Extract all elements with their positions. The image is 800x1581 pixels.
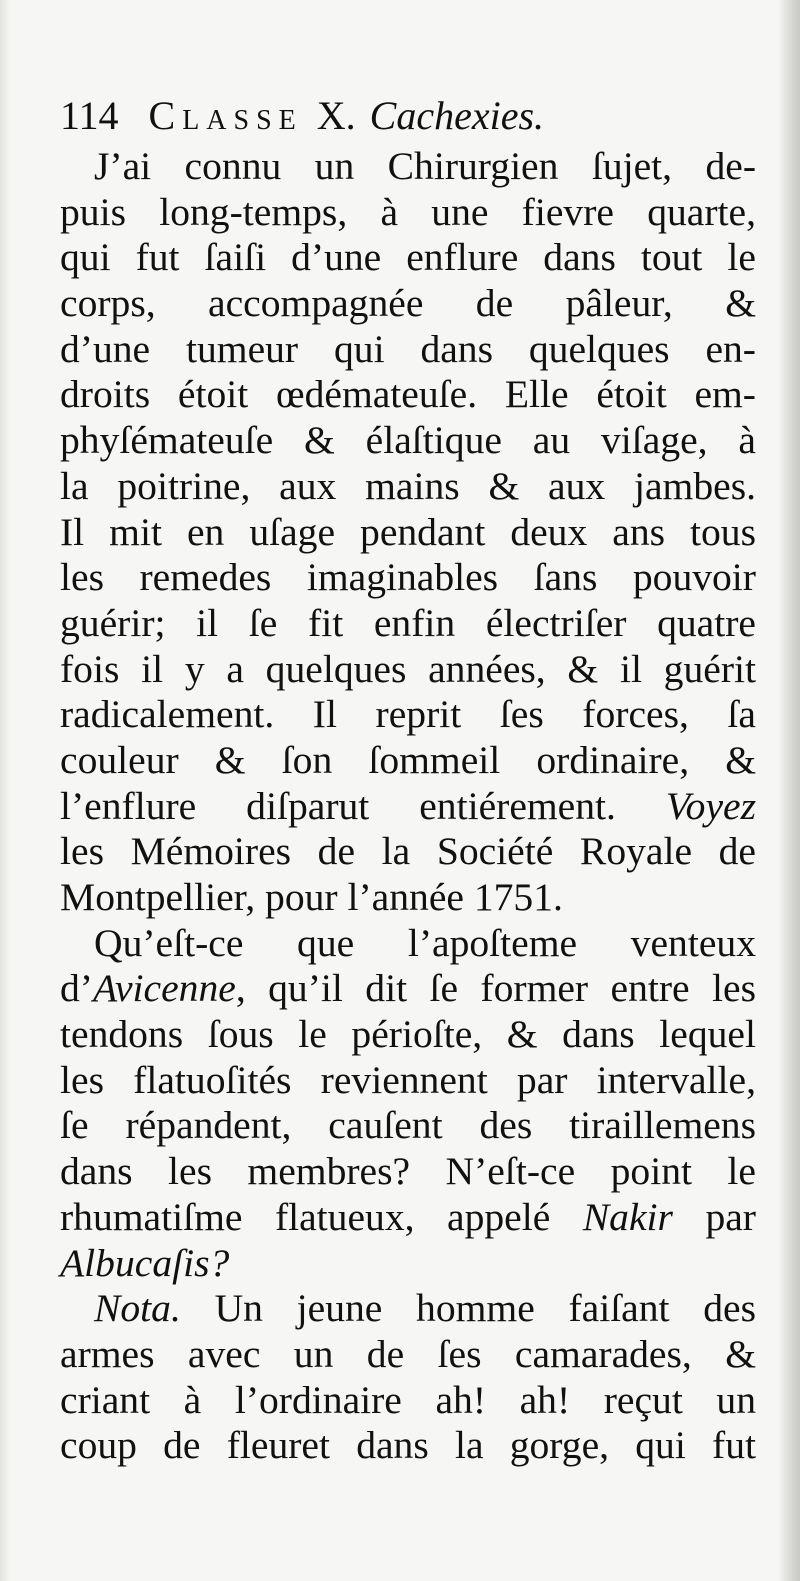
header-running-title: Cachexies. xyxy=(369,93,545,138)
text-line: couleur & ſon ſommeil ordinaire, & xyxy=(60,737,756,782)
text-run: par xyxy=(705,1194,756,1239)
text-line: guérir; il ſe fit enfin électriſer quatre xyxy=(60,600,756,645)
text-run-italic: Voyez xyxy=(665,783,756,828)
text-run: , qu’il dit ſe former entre les xyxy=(235,966,756,1011)
text-run-italic: Nakir xyxy=(582,1194,673,1239)
text-line: coup de fleuret dans la gorge, qui fut xyxy=(60,1423,756,1468)
text-line: phyſémateuſe & élaſtique au viſage, à xyxy=(60,418,756,463)
text-line xyxy=(60,784,756,830)
text-line: les flatuoſités reviennent par intervalle, xyxy=(60,1057,756,1102)
text-line: droits étoit œdémateuſe. Elle étoit em- xyxy=(60,372,756,417)
text-line: la poitrine, aux mains & aux jambes. xyxy=(60,463,756,508)
text-run-italic: Avicenne xyxy=(92,966,236,1011)
text-line xyxy=(60,1195,756,1241)
text-line: Il mit en uſage pendant deux ans tous xyxy=(60,509,756,554)
text-line: Montpellier, pour l’année 1751. xyxy=(60,875,563,919)
paragraph-2 xyxy=(60,921,756,1287)
text-run-italic: Nota. xyxy=(94,1286,181,1331)
text-line: fois il y a quelques années, & il guérit xyxy=(60,646,756,691)
text-run: d’ xyxy=(60,966,93,1011)
page-gutter-shadow xyxy=(0,0,10,1581)
text-line xyxy=(60,1286,756,1332)
text-line: les remedes imaginables ſans pouvoir xyxy=(60,555,756,600)
paragraph-1 xyxy=(60,144,756,921)
text-line: corps, accompagnée de pâleur, & xyxy=(60,281,756,326)
text-line: criant à l’ordinaire ah! ah! reçut un xyxy=(60,1377,756,1422)
text-line: ſe répandent, cauſent des tiraillemens xyxy=(60,1103,756,1148)
header-classe: Classe xyxy=(148,93,303,138)
text-line: puis long-temps, à une fievre quarte, xyxy=(60,189,756,234)
text-line: J’ai connu un Chirurgien ſujet, de- xyxy=(94,144,756,188)
text-line: radicalement. Il reprit ſes forces, ſa xyxy=(60,692,756,737)
page-number: 114 xyxy=(60,93,119,138)
text-line: d’une tumeur qui dans quelques en- xyxy=(60,326,756,371)
page-edge-shadow xyxy=(778,0,800,1581)
text-line: tendons ſous le périoſte, & dans lequel xyxy=(60,1012,756,1057)
header-classe-number: X. xyxy=(316,93,356,138)
text-line xyxy=(60,966,756,1012)
page-text xyxy=(60,88,756,1469)
text-run: Un jeune homme faiſant des xyxy=(214,1286,756,1331)
text-line: dans les membres? N’eſt-ce point le xyxy=(60,1149,756,1194)
paragraph-3 xyxy=(60,1286,756,1469)
running-header xyxy=(60,88,756,144)
text-run: l’enflure diſparut entiérement. xyxy=(60,783,616,828)
text-line: qui fut ſaiſi d’une enflure dans tout le xyxy=(60,235,756,280)
text-run: rhumatiſme flatueux, appelé xyxy=(60,1194,551,1239)
text-line: les Mémoires de la Société Royale de xyxy=(60,829,756,874)
text-line: armes avec un de ſes camarades, & xyxy=(60,1331,756,1376)
text-line: Albucaſis? xyxy=(60,1240,230,1285)
text-line: Qu’eſt-ce que l’apoſteme venteux xyxy=(94,920,756,965)
